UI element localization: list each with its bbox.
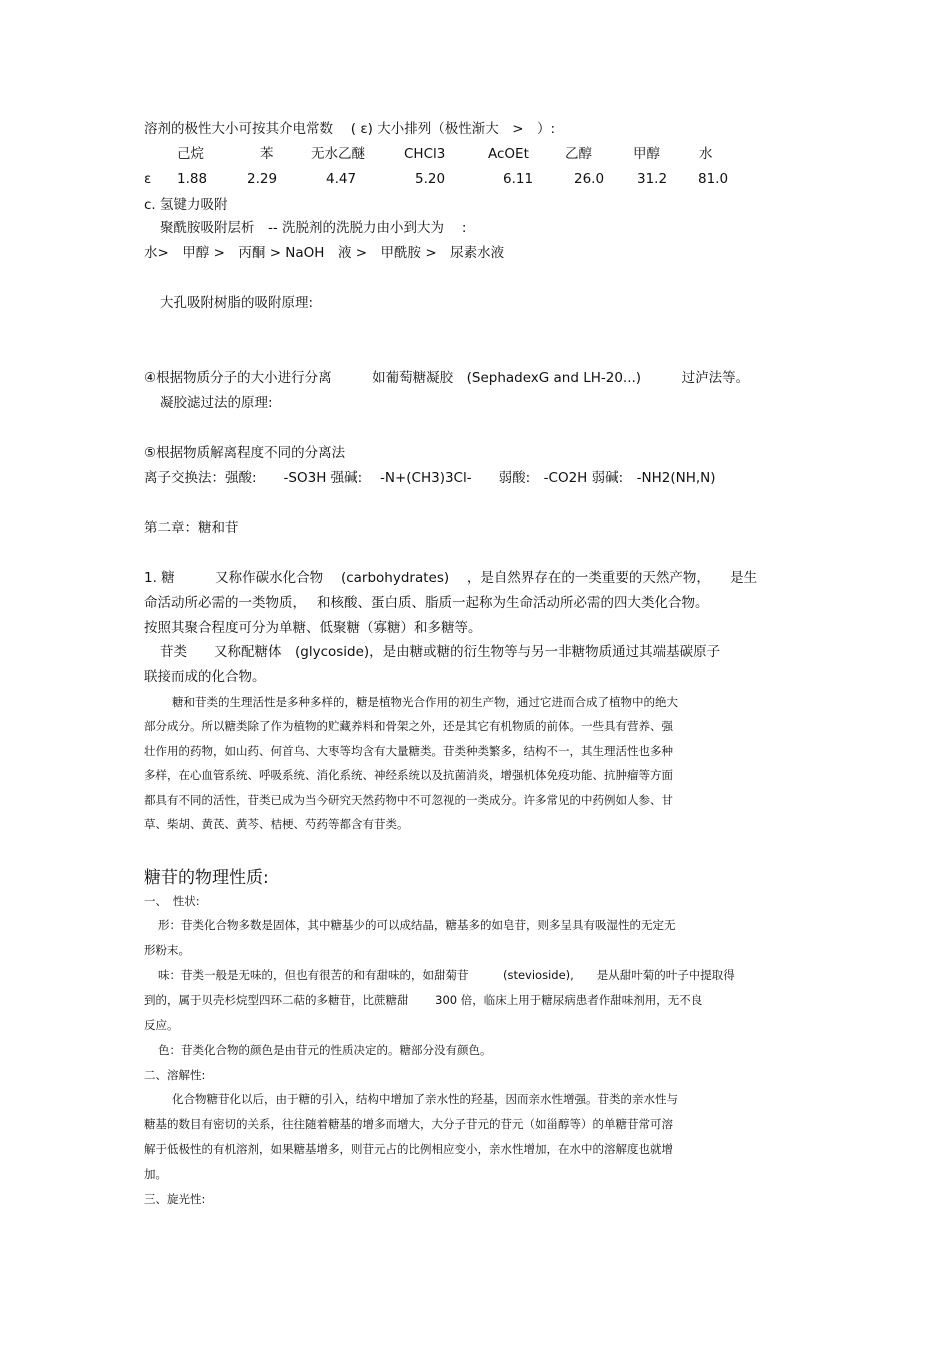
- polarity-intro: 溶剂的极性大小可按其介电常数 ( ε) 大小排列（极性渐大 > ）:: [144, 121, 556, 137]
- ion-exchange: 离子交换法：强酸: -SO3H 强碱: -N+(CH3)3Cl- 弱酸: -CO2H 弱碱: -NH2(NH,N): [144, 470, 716, 486]
- polyamide-line: 聚酰胺吸附层析 -- 洗脱剂的洗脱力由小到大为 :: [160, 220, 467, 236]
- glycoside-def-line: 联接而成的化合物。: [144, 669, 266, 685]
- solvent-name: 苯: [260, 146, 274, 162]
- chapter-title: 第二章：糖和苷: [144, 520, 239, 536]
- subsection-title: 三、旋光性:: [144, 1192, 206, 1206]
- eluent-order: 水> 甲醇 > 丙酮 > NaOH 液 > 甲酰胺 > 尿素水液: [144, 245, 505, 261]
- epsilon-value: 31.2: [637, 171, 668, 187]
- epsilon-label: ε: [144, 171, 152, 187]
- sugar-def-line: 命活动所必需的一类物质， 和核酸、蛋白质、脂质一起称为生命活动所必需的四大类化合物。: [144, 595, 709, 611]
- solvent-name: CHCl3: [404, 146, 446, 162]
- bioactivity-line: 多样，在心血管系统、呼吸系统、消化系统、神经系统以及抗菌消炎，增强机体免疫功能、抗肿瘤等方面: [144, 768, 673, 782]
- solvent-name: 己烷: [177, 146, 204, 162]
- epsilon-value: 2.29: [247, 171, 278, 187]
- solvent-name: 甲醇: [633, 146, 660, 162]
- dissociation-separation: ⑤根据物质解离程度不同的分离法: [144, 445, 346, 461]
- subsection-title: 一、 性状:: [144, 894, 200, 908]
- epsilon-value: 6.11: [503, 171, 534, 187]
- solubility-line: 化合物糖苷化以后，由于糖的引入，结构中增加了亲水性的羟基，因而亲水性增强。苷类的亲水性与: [172, 1092, 678, 1106]
- shape-line: 形粉末。: [144, 943, 190, 957]
- solubility-line: 解于低极性的有机溶剂，如果糖基增多，则苷元占的比例相应变小，亲水性增加，在水中的溶解度也就增: [144, 1142, 673, 1156]
- epsilon-value: 4.47: [326, 171, 357, 187]
- bioactivity-line: 草、柴胡、黄芪、黄芩、桔梗、芍药等都含有苷类。: [144, 817, 409, 831]
- bioactivity-line: 都具有不同的活性，苷类已成为当今研究天然药物中不可忽视的一类成分。许多常见的中药例如人参、甘: [144, 793, 673, 807]
- solubility-line: 糖基的数目有密切的关系，往往随着糖基的增多而增大，大分子苷元的苷元（如甾醇等）的单糖苷常可溶: [144, 1117, 673, 1131]
- sugar-def-line: 1. 糖 又称作碳水化合物 (carbohydrates) ，是自然界存在的一类重要的天然产物， 是生: [144, 570, 758, 586]
- glycoside-def-line: 苷类 又称配糖体 (glycoside)，是由糖或糖的衍生物等与另一非糖物质通过其端基碳原子: [160, 644, 721, 660]
- bioactivity-line: 部分成分。所以糖类除了作为植物的贮藏养料和骨架之外，还是其它有机物质的前体。一些具有营养、强: [144, 719, 673, 733]
- color-line: 色：苷类化合物的颜色是由苷元的性质决定的。糖部分没有颜色。: [158, 1043, 492, 1057]
- taste-line: 反应。: [144, 1018, 179, 1032]
- size-separation: ④根据物质分子的大小进行分离 如葡萄糖凝胶 (SephadexG and LH-20...) 过泸法等。: [144, 370, 750, 386]
- macroporous-resin: 大孔吸附树脂的吸附原理:: [160, 295, 314, 311]
- solvent-name: 无水乙醚: [311, 146, 365, 162]
- solvent-name: AcOEt: [488, 146, 529, 162]
- gel-filtration: 凝胶滤过法的原理:: [160, 395, 273, 411]
- solvent-name: 乙醇: [565, 146, 592, 162]
- solvent-name: 水: [699, 146, 713, 162]
- subsection-title: 二、溶解性:: [144, 1068, 206, 1082]
- bioactivity-line: 糖和苷类的生理活性是多种多样的，糖是植物光合作用的初生产物，通过它进而合成了植物中的绝大: [172, 695, 678, 709]
- taste-line: 味：苷类一般是无味的，但也有很苦的和有甜味的，如甜菊苷 (stevioside), 是从甜叶菊的叶子中提取得: [158, 968, 735, 982]
- hydrogen-bond-title: c. 氢键力吸附: [144, 197, 228, 213]
- taste-line: 到的，属于贝壳杉烷型四环二萜的多糖苷，比蔗糖甜 300 倍，临床上用于糖尿病患者作甜味剂用，无不良: [144, 993, 703, 1007]
- sugar-def-line: 按照其聚合程度可分为单糖、低聚糖（寡糖）和多糖等。: [144, 620, 482, 636]
- solubility-line: 加。: [144, 1167, 167, 1181]
- epsilon-value: 1.88: [177, 171, 208, 187]
- section-heading: 糖苷的物理性质:: [144, 868, 269, 888]
- epsilon-value: 5.20: [415, 171, 446, 187]
- bioactivity-line: 壮作用的药物，如山药、何首乌、大枣等均含有大量糖类。苷类种类繁多，结构不一，其生理活性也多种: [144, 744, 673, 758]
- epsilon-value: 81.0: [698, 171, 729, 187]
- epsilon-value: 26.0: [574, 171, 605, 187]
- shape-line: 形：苷类化合物多数是固体，其中糖基少的可以成结晶，糖基多的如皂苷，则多呈具有吸湿性的无定无: [158, 918, 676, 932]
